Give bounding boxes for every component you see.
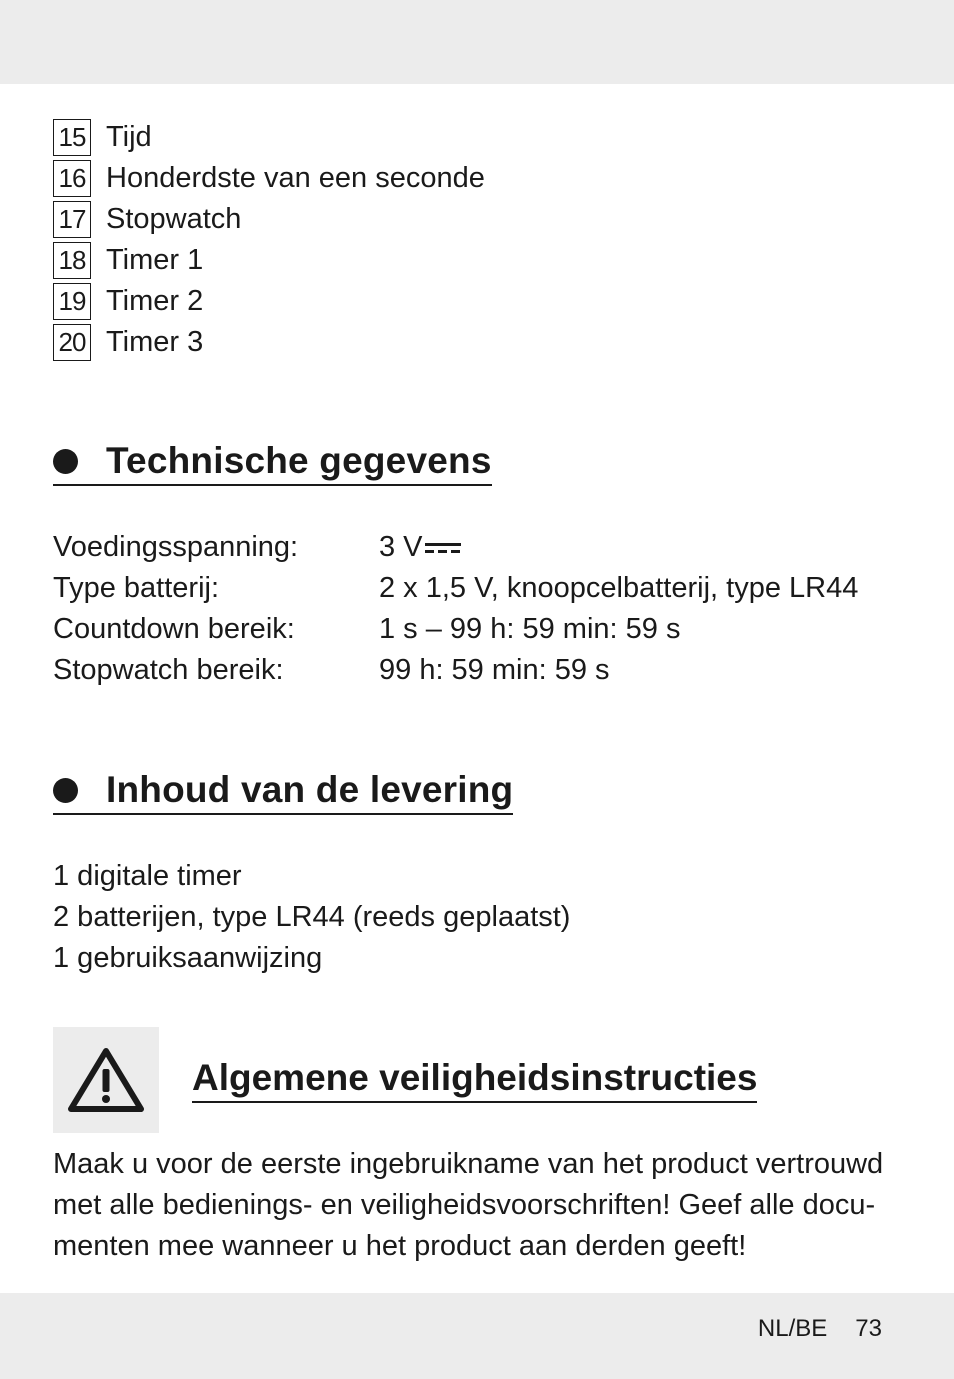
specs-table <box>53 527 858 691</box>
warning-box <box>53 1027 159 1133</box>
legend-item <box>53 158 485 199</box>
bullet-icon <box>53 778 78 803</box>
legend-number: 15 <box>53 119 91 156</box>
list-item: 1 gebruiksaanwijzing <box>53 942 323 974</box>
legend-label: Timer 1 <box>106 244 204 276</box>
spec-row <box>53 650 858 691</box>
legend-number: 17 <box>53 201 91 238</box>
legend-item <box>53 240 485 281</box>
spec-row <box>53 609 858 650</box>
locale-label: NL/BE <box>757 1315 828 1342</box>
spec-label: Countdown bereik: <box>53 613 295 645</box>
bullet-icon <box>53 449 78 474</box>
heading-text: Inhoud van de levering <box>106 769 514 810</box>
spec-value <box>379 527 463 568</box>
spec-label: Stopwatch bereik: <box>53 654 284 686</box>
legend-item <box>53 322 485 363</box>
spec-value: 2 x 1,5 V, knoopcelbatterij, type LR44 <box>379 572 859 604</box>
paragraph-line: met alle bedienings- en veiligheidsvoorschriften! Geef alle docu- <box>53 1189 876 1221</box>
legend-item <box>53 117 485 158</box>
spec-row <box>53 568 858 609</box>
legend-number: 16 <box>53 160 91 197</box>
legend-label: Tijd <box>106 121 152 153</box>
section-heading-safety: Algemene veiligheidsinstructies <box>192 1057 757 1103</box>
warning-triangle-icon <box>66 1045 146 1115</box>
spec-label: Voedingsspanning: <box>53 531 299 563</box>
legend-item <box>53 281 485 322</box>
page-footer <box>758 1315 882 1343</box>
spec-value: 99 h: 59 min: 59 s <box>379 654 610 686</box>
section-heading-technical <box>53 440 492 486</box>
section-heading-delivery <box>53 769 513 815</box>
paragraph-line: Maak u voor de eerste ingebruikname van het product vertrouwd <box>53 1148 884 1180</box>
legend-label: Honderdste van een seconde <box>106 162 485 194</box>
direct-current-icon <box>425 541 463 555</box>
delivery-list <box>53 856 570 979</box>
spec-row <box>53 527 858 568</box>
spec-value-text: 3 V <box>379 531 423 563</box>
spec-label: Type batterij: <box>53 572 220 604</box>
legend-number: 18 <box>53 242 91 279</box>
safety-paragraph <box>53 1144 903 1267</box>
page-number: 73 <box>855 1315 882 1342</box>
list-item: 1 digitale timer <box>53 860 242 892</box>
paragraph-line: menten mee wanneer u het product aan derden geeft! <box>53 1230 747 1262</box>
header-band <box>0 0 954 84</box>
legend-item <box>53 199 485 240</box>
legend-label: Stopwatch <box>106 203 242 235</box>
spec-value: 1 s – 99 h: 59 min: 59 s <box>379 613 681 645</box>
legend-label: Timer 3 <box>106 326 204 358</box>
heading-text: Technische gegevens <box>106 440 492 481</box>
legend-label: Timer 2 <box>106 285 204 317</box>
parts-legend <box>53 117 485 363</box>
legend-number: 19 <box>53 283 91 320</box>
list-item: 2 batterijen, type LR44 (reeds geplaatst) <box>53 901 571 933</box>
legend-number: 20 <box>53 324 91 361</box>
